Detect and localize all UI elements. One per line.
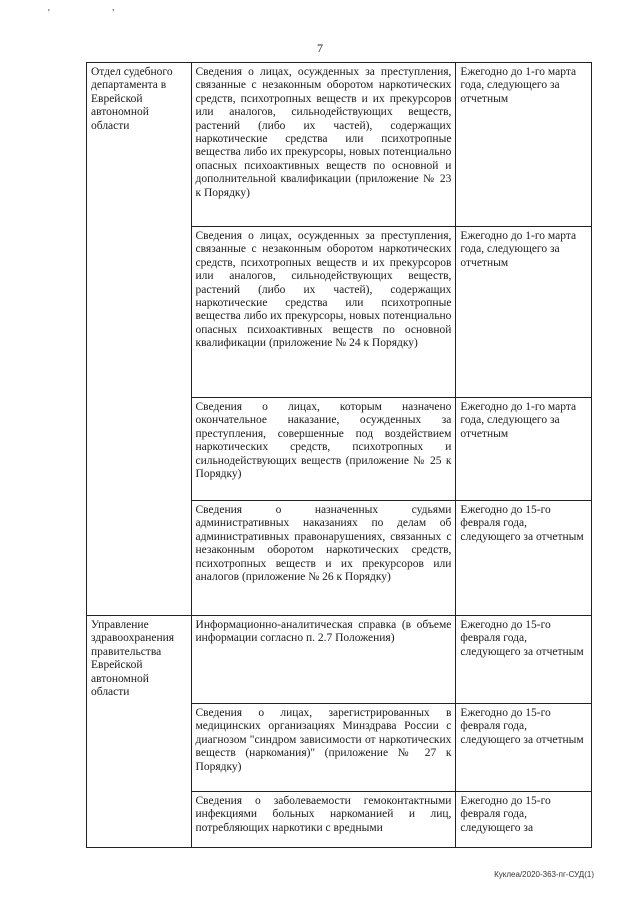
reporting-table [86,62,592,848]
term-text: Ежегодно до 15-го февраля года, следующего за отчетным [460,504,584,543]
dept-cell [87,501,192,616]
info-cell [191,501,456,616]
info-text: Сведения о лицах, осужденных за преступления, связанные с незаконным оборотом наркотических средств, психотропных веществ и их прекурсоров или аналогов, сильнодействующих веществ, растений (либо их частей), содержащих наркотические средства или психотропные вещества либо их прекурсоры, новых потенциально опасных психоактивных веществ по основной квалификации (приложение № 24 к Порядку) [195,230,452,350]
dept-cell [87,616,192,704]
term-cell [456,791,592,847]
document-code: Куклеа/2020-363-пг-СУД(1) [494,870,594,879]
info-cell [191,398,456,501]
dept-cell [87,227,192,398]
term-text: Ежегодно до 15-го февраля года, следующего за отчетным [460,706,584,746]
info-cell [191,703,456,791]
info-cell [191,227,456,398]
table-row [87,703,592,791]
dept-cell [87,398,192,501]
info-cell [191,791,456,847]
term-cell [456,398,592,501]
dept-cell [87,791,192,847]
dept-name: Отдел судебного департамента в Еврейской автономной области [91,66,173,132]
table-row [87,227,592,398]
term-text: Ежегодно до 1-го марта года, следующего за отчетным [460,230,577,269]
term-text: Ежегодно до 15-го февраля года, следующего за [460,794,551,834]
term-cell [456,616,592,704]
term-cell [456,63,592,227]
scan-marks: ' ' [48,8,145,19]
dept-name: Управление здравоохранения правительства Еврейской автономной области [91,619,175,699]
table-row [87,791,592,847]
info-text: Сведения о лицах, осужденных за преступления, связанные с незаконным оборотом наркотических средств, психотропных веществ и их прекурсоров или аналогов, сильнодействующих веществ, растений (либо их частей), содержащих наркотические средства или психотропные вещества либо их прекурсоры, новых потенциально опасных психоактивных веществ по основной и дополнительной квалификации (приложение № 23 к Порядку) [195,66,452,199]
info-text: Сведения о назначенных судьями административных наказаниях по делам об административных правонарушениях, связанных с незаконным оборотом наркотических средств, психотропных веществ и их прекурсоров или аналогов (приложение № 26 к Порядку) [195,504,452,584]
table-row [87,398,592,501]
dept-cell [87,703,192,791]
table-row [87,616,592,704]
term-text: Ежегодно до 15-го февраля года, следующего за отчетным [460,619,584,658]
term-text: Ежегодно до 1-го марта года, следующего за отчетным [460,66,577,105]
info-text: Сведения о лицах, которым назначено окончательное наказание, осужденных за преступления, совершенные под воздействием наркотических средств, психотропных и сильнодействующих веществ (приложение № 25 к Порядку) [195,401,452,481]
info-text: Сведения о лицах, зарегистрированных в медицинских организациях Минздрава России с диагнозом "синдром зависимости от наркотических веществ (наркомания)" (приложение № 27 к Порядку) [195,706,452,773]
term-text: Ежегодно до 1-го марта года, следующего за отчетным [460,401,577,440]
dept-cell [87,63,192,227]
info-cell [191,63,456,227]
page-number: 7 [317,41,323,55]
info-text: Информационно-аналитическая справка (в объеме информации согласно п. 2.7 Положения) [195,619,452,645]
term-cell [456,227,592,398]
info-text: Сведения о заболеваемости гемоконтактными инфекциями больных наркоманией и лиц, потребляющих наркотики с вредными [195,794,452,834]
table-row [87,63,592,227]
info-cell [191,616,456,704]
table-row [87,501,592,616]
term-cell [456,703,592,791]
term-cell [456,501,592,616]
